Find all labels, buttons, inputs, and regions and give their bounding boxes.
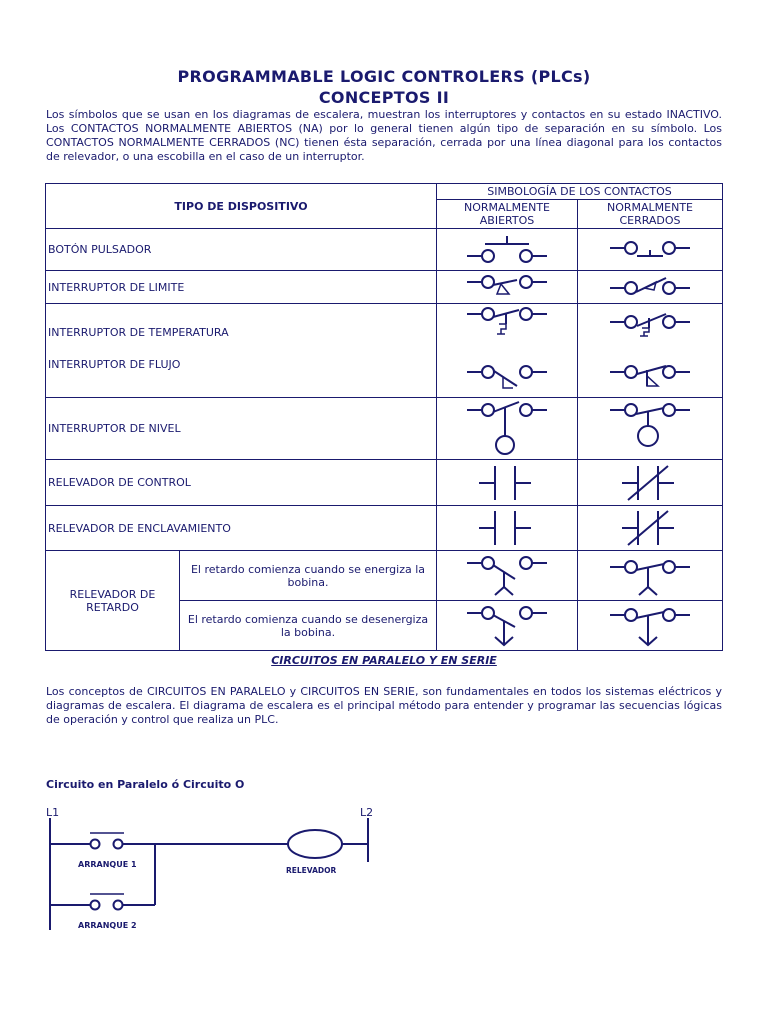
symbol-push-button-nc (578, 229, 723, 271)
symbol-temp-flow-no (437, 304, 578, 398)
start2-contact-right (114, 901, 123, 910)
row-label-push-button: BOTÓN PULSADOR (46, 229, 437, 271)
parallel-ladder-diagram (40, 800, 390, 935)
start1-contact-right (114, 840, 123, 849)
header-symbology: SIMBOLOGÍA DE LOS CONTACTOS (437, 184, 723, 200)
symbol-push-button-no (437, 229, 578, 271)
header-normally-open: NORMALMENTE ABIERTOS (437, 200, 578, 229)
symbol-delay-on-no (437, 551, 578, 601)
label-l1: L1 (46, 806, 60, 819)
circuit-title: Circuito en Paralelo ó Circuito O (46, 778, 245, 791)
symbol-temp-flow-nc (578, 304, 723, 398)
row-label-limit-switch: INTERRUPTOR DE LIMITE (46, 271, 437, 304)
header-normally-closed: NORMALMENTE CERRADOS (578, 200, 723, 229)
start1-contact-left (91, 840, 100, 849)
label-relay: RELEVADOR (286, 866, 337, 875)
row-label-level-switch: INTERRUPTOR DE NIVEL (46, 398, 437, 460)
intro-paragraph: Los símbolos que se usan en los diagramas de escalera, muestran los interruptores y contactos en su estado INACTIVO. Los CONTACTOS NORMALMENTE ABIERTOS (NA) por lo general tienen algún tipo de separación en su símbolo. Los CONTACTOS NORMALMENTE CERRADOS (NC) tienen ésta separación, cerrada por una línea diagonal para los contactos de relevador, o una escobilla en el caso de un interruptor. (46, 108, 722, 163)
label-start2: ARRANQUE 2 (78, 921, 137, 930)
row-label-delay-on: El retardo comienza cuando se energiza la bobina. (180, 551, 437, 601)
symbol-control-relay-no (437, 460, 578, 506)
section-paragraph: Los conceptos de CIRCUITOS EN PARALELO y CIRCUITOS EN SERIE, son fundamentales en todos los sistemas eléctricos y diagramas de escalera. El diagrama de escalera es el principal método para entender y programar las secuencias lógicas de operación y control que realiza un PLC. (46, 685, 722, 726)
relay-coil (288, 830, 342, 858)
doc-title: PROGRAMMABLE LOGIC CONTROLERS (PLCs) (177, 67, 591, 86)
section-heading: CIRCUITOS EN PARALELO Y EN SERIE (271, 654, 497, 667)
row-label-flow-switch: INTERRUPTOR DE FLUJO (48, 358, 181, 371)
row-label-latch-relay: RELEVADOR DE ENCLAVAMIENTO (46, 506, 437, 551)
label-start1: ARRANQUE 1 (78, 860, 137, 869)
start2-contact-left (91, 901, 100, 910)
symbol-delay-on-nc (578, 551, 723, 601)
symbol-limit-switch-nc (578, 271, 723, 304)
symbol-level-switch-no (437, 398, 578, 460)
label-l2: L2 (360, 806, 374, 819)
row-label-temp-switch: INTERRUPTOR DE TEMPERATURA (48, 326, 229, 339)
doc-subtitle: CONCEPTOS II (318, 88, 450, 107)
symbol-latch-relay-no (437, 506, 578, 551)
header-device-type: TIPO DE DISPOSITIVO (46, 184, 437, 229)
row-label-control-relay: RELEVADOR DE CONTROL (46, 460, 437, 506)
symbol-control-relay-nc (578, 460, 723, 506)
row-label-delay-off: El retardo comienza cuando se desenergiza la bobina. (180, 601, 437, 651)
symbol-delay-off-nc (578, 601, 723, 651)
symbol-latch-relay-nc (578, 506, 723, 551)
row-label-delay-relay: RELEVADOR DE RETARDO (46, 551, 180, 651)
symbol-limit-switch-no (437, 271, 578, 304)
symbols-table (45, 183, 723, 651)
symbol-delay-off-no (437, 601, 578, 651)
symbol-level-switch-nc (578, 398, 723, 460)
